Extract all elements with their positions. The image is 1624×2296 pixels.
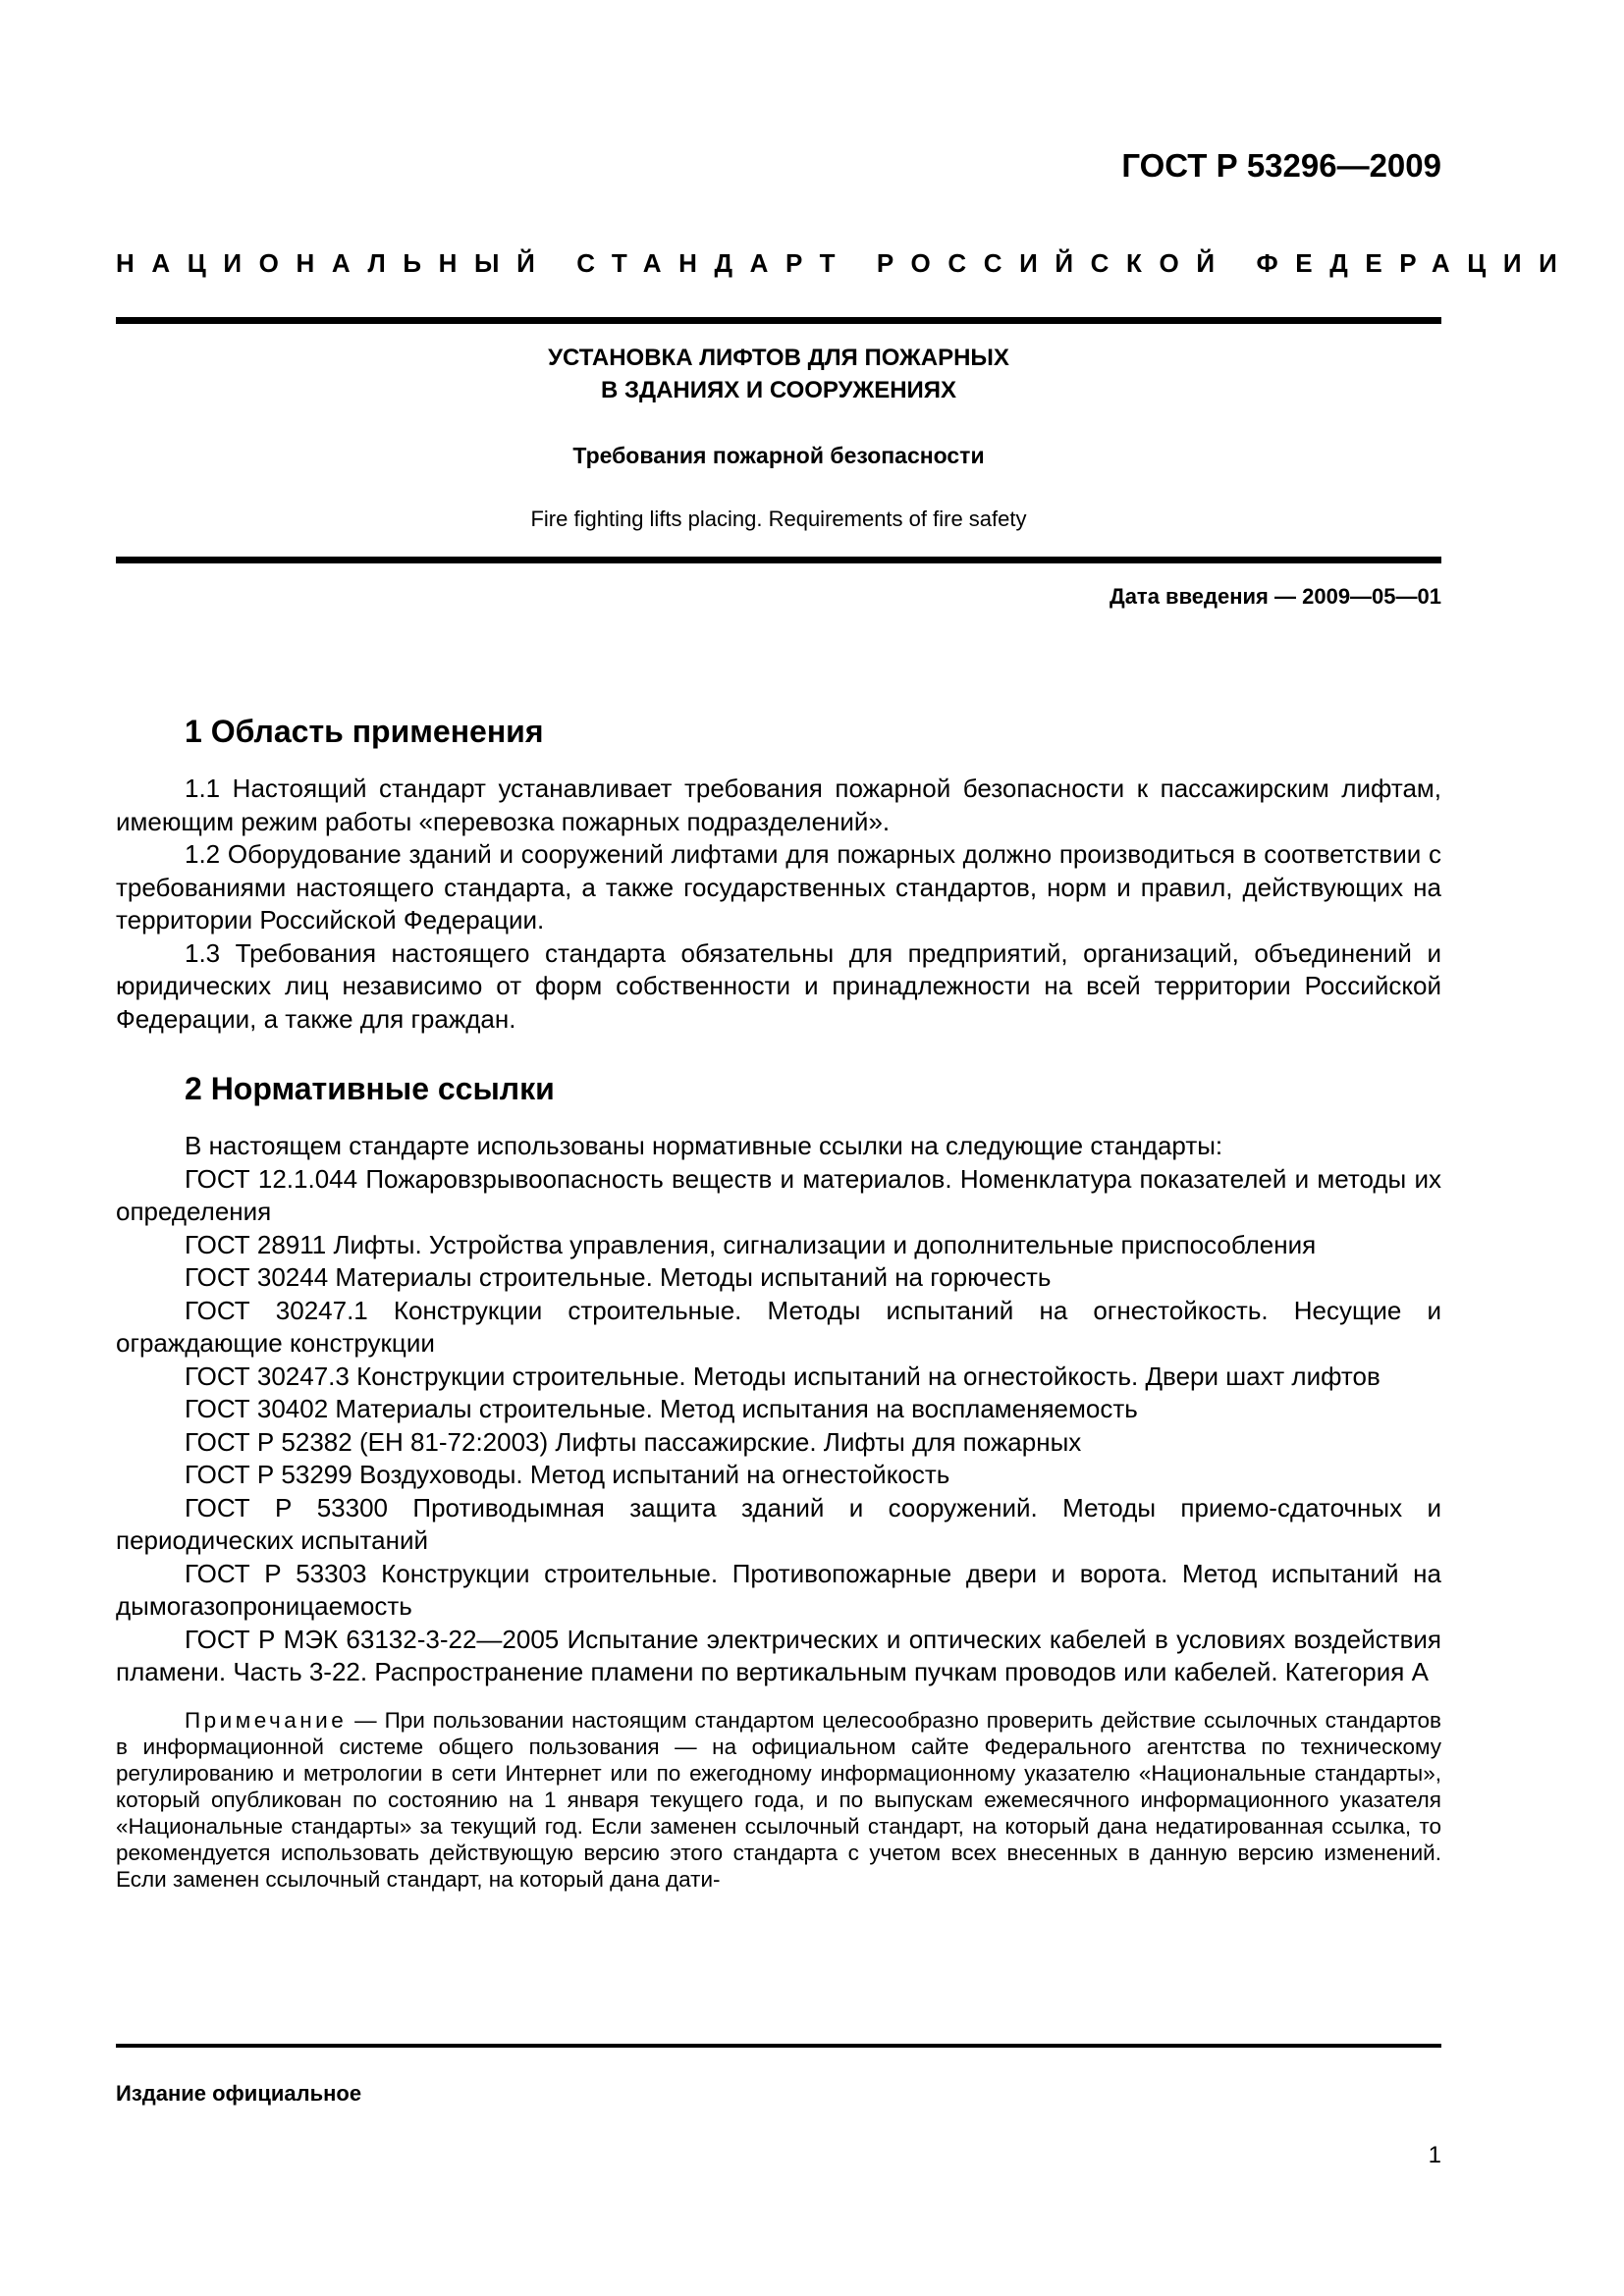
- introduction-date: Дата введения — 2009—05—01: [1110, 584, 1441, 609]
- section-heading-references: 2 Нормативные ссылки: [185, 1071, 555, 1106]
- note: [116, 1707, 1441, 1893]
- title-line-2: В ЗДАНИЯХ И СООРУЖЕНИЯХ: [600, 377, 957, 403]
- reference-item: ГОСТ 28911 Лифты. Устройства управления, сигнализации и дополнительные приспособления: [185, 1229, 1317, 1259]
- english-title: Fire fighting lifts placing. Requirements of fire safety: [530, 507, 1027, 531]
- section-heading-scope: 1 Область применения: [185, 714, 544, 749]
- reference-item: ГОСТ Р 53300 Противодымная защита зданий и сооружений. Методы приемо-сдаточных и периодических испытаний: [116, 1492, 1441, 1555]
- reference-item: ГОСТ 30244 Материалы строительные. Методы испытаний на горючесть: [185, 1262, 1052, 1292]
- paragraph: 1.2 Оборудование зданий и сооружений лифтами для пожарных должно производиться в соответствии с требованиями настоящего стандарта, а также государственных стандартов, норм и правил, действующих на территории Российской Федерации.: [116, 839, 1441, 934]
- title-line-1: УСТАНОВКА ЛИФТОВ ДЛЯ ПОЖАРНЫХ: [548, 345, 1009, 371]
- note-label: Примечание: [185, 1707, 348, 1733]
- reference-item: ГОСТ Р 53303 Конструкции строительные. Противопожарные двери и ворота. Метод испытаний на дымогазопроницаемость: [116, 1558, 1441, 1621]
- national-standard-heading: НАЦИОНАЛЬНЫЙ СТАНДАРТ РОССИЙСКОЙ ФЕДЕРАЦИИ: [116, 248, 1575, 278]
- note-text: — При пользовании настоящим стандартом целесообразно проверить действие ссылочных стандартов в информационной системе общего пользования — на официальном сайте Федерального агентства по техническому регулированию и метрологии в сети Интернет или по ежегодному информационному указателю «Национальные стандарты», который опубликован по состоянию на 1 января текущего года, и по выпускам ежемесячного информационного указателя «Национальные стандарты» за текущий год. Если заменен ссылочный стандарт, на который дана недатированная ссылка, то рекомендуется использовать действующую версию этого стандарта с учетом всех внесенных в данную версию изменений. Если заменен ссылочный стандарт, на который дана дати-: [116, 1707, 1441, 1892]
- reference-item: ГОСТ Р 53299 Воздуховоды. Метод испытаний на огнестойкость: [185, 1460, 950, 1489]
- reference-item: ГОСТ 30402 Материалы строительные. Метод испытания на воспламеняемость: [185, 1394, 1138, 1423]
- reference-item: ГОСТ Р МЭК 63132-3-22—2005 Испытание электрических и оптических кабелей в условиях воздействия пламени. Часть 3-22. Распространение пламени по вертикальным пучкам проводов или кабелей. Категория А: [116, 1624, 1441, 1686]
- references-intro: В настоящем стандарте использованы нормативные ссылки на следующие стандарты:: [185, 1131, 1223, 1160]
- title-block: [116, 342, 1441, 532]
- paragraph: 1.1 Настоящий стандарт устанавливает требования пожарной безопасности к пассажирским лифтам, имеющим режим работы «перевозка пожарных подразделений».: [116, 774, 1441, 836]
- reference-item: ГОСТ 30247.1 Конструкции строительные. Методы испытаний на огнестойкость. Несущие и ограждающие конструкции: [116, 1295, 1441, 1358]
- reference-item: ГОСТ 30247.3 Конструкции строительные. Методы испытаний на огнестойкость. Двери шахт лифтов: [185, 1361, 1380, 1391]
- official-edition-label: Издание официальное: [116, 2081, 362, 2106]
- subtitle: Требования пожарной безопасности: [572, 443, 985, 468]
- title-bottom-rule: [116, 557, 1441, 563]
- reference-item: ГОСТ Р 52382 (ЕН 81-72:2003) Лифты пассажирские. Лифты для пожарных: [185, 1426, 1082, 1457]
- document-body: [116, 712, 1441, 1914]
- document-code: ГОСТ Р 53296—2009: [1121, 147, 1441, 184]
- top-rule: [116, 317, 1441, 324]
- footer-rule: [116, 2044, 1441, 2048]
- reference-item: ГОСТ 12.1.044 Пожаровзрывоопасность веществ и материалов. Номенклатура показателей и методы их определения: [116, 1163, 1441, 1226]
- paragraph: 1.3 Требования настоящего стандарта обязательны для предприятий, организаций, объединений и юридических лиц независимо от форм собственности и принадлежности на всей территории Российской Федерации, а также для граждан.: [116, 937, 1441, 1034]
- page-number: 1: [1428, 2142, 1441, 2168]
